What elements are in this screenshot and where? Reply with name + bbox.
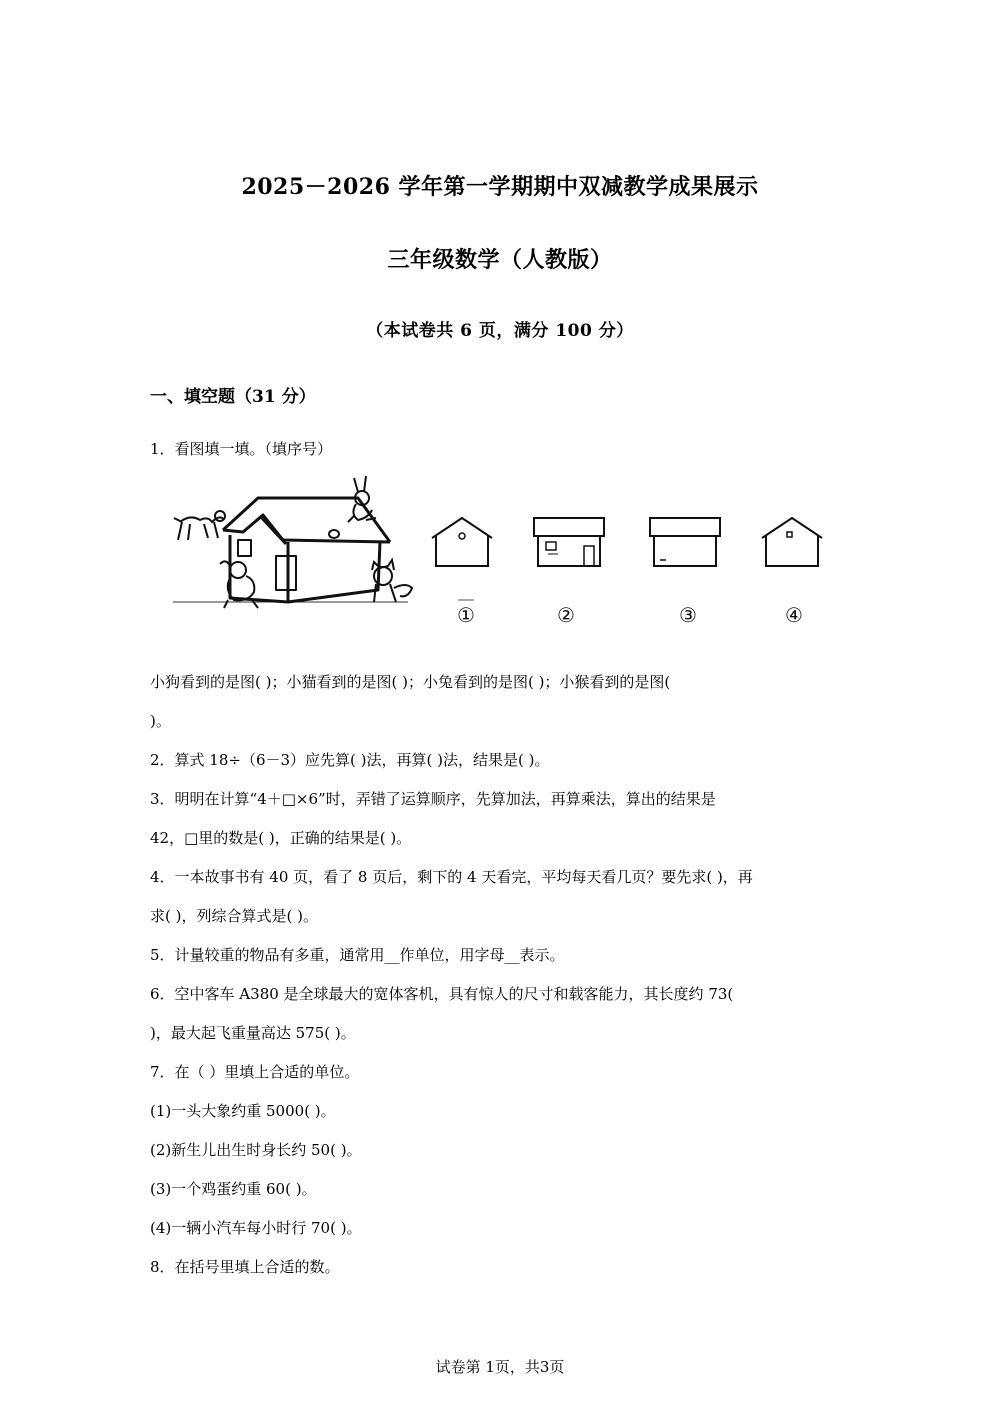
question-7-part-3: (3)一个鸡蛋约重 60( )。 xyxy=(150,1180,317,1198)
view-label-4: ④ xyxy=(785,603,803,627)
question-6-cont: )，最大起飞重量高达 575( )。 xyxy=(150,1024,356,1042)
page-footer: 试卷第 1页，共3页 xyxy=(435,1358,565,1376)
view-label-3: ③ xyxy=(679,603,697,627)
view-4 xyxy=(762,518,822,566)
question-7-part-4: (4)一辆小汽车每小时行 70( )。 xyxy=(150,1219,362,1237)
question-7-part-2: (2)新生儿出生时身长约 50( )。 xyxy=(150,1141,362,1159)
exam-title: 2025－2026 学年第一学期期中双减教学成果展示 xyxy=(241,174,759,200)
view-1 xyxy=(432,518,492,566)
question-3: 3．明明在计算“4＋□×6”时，弄错了运算顺序，先算加法，再算乘法，算出的结果是 xyxy=(150,790,716,808)
question-4: 4．一本故事书有 40 页，看了 8 页后，剩下的 4 天看完，平均每天看几页？要先求( )，再 xyxy=(150,868,753,886)
question-5: 5．计量较重的物品有多重，通常用__作单位，用字母__表示。 xyxy=(150,946,565,964)
exam-note: （本试卷共 6 页，满分 100 分） xyxy=(366,321,634,341)
question-8: 8．在括号里填上合适的数。 xyxy=(150,1258,340,1276)
question-1-blanks: 小狗看到的是图( )；小猫看到的是图( )；小兔看到的是图( )；小猴看到的是图( xyxy=(150,673,671,691)
question-2: 2．算式 18÷（6－3）应先算( )法，再算( )法，结果是( )。 xyxy=(150,751,550,769)
question-7: 7．在（ ）里填上合适的单位。 xyxy=(150,1063,360,1081)
view-label-2: ② xyxy=(557,603,575,627)
question-1-blanks-cont: )。 xyxy=(150,712,171,730)
question-6: 6．空中客车 A380 是全球最大的宽体客机，具有惊人的尺寸和载客能力，其长度约 73( xyxy=(150,985,734,1003)
question-7-part-1: (1)一头大象约重 5000( )。 xyxy=(150,1102,336,1120)
dog-drawing xyxy=(174,511,225,540)
monkey-drawing xyxy=(220,561,258,608)
question-3-cont: 42，□里的数是( )，正确的结果是( )。 xyxy=(150,829,412,847)
house-illustration xyxy=(223,498,390,602)
question-4-cont: 求( )，列综合算式是( )。 xyxy=(150,907,318,925)
section-heading-fill-in: 一、填空题（31 分） xyxy=(150,387,316,407)
house-views-figure xyxy=(168,470,848,630)
view-3 xyxy=(650,518,720,566)
question-1: 1．看图填一填。（填序号） xyxy=(150,440,333,458)
view-label-1: ① xyxy=(457,603,475,627)
view-2 xyxy=(534,518,604,566)
exam-subtitle: 三年级数学（人教版） xyxy=(387,247,613,273)
